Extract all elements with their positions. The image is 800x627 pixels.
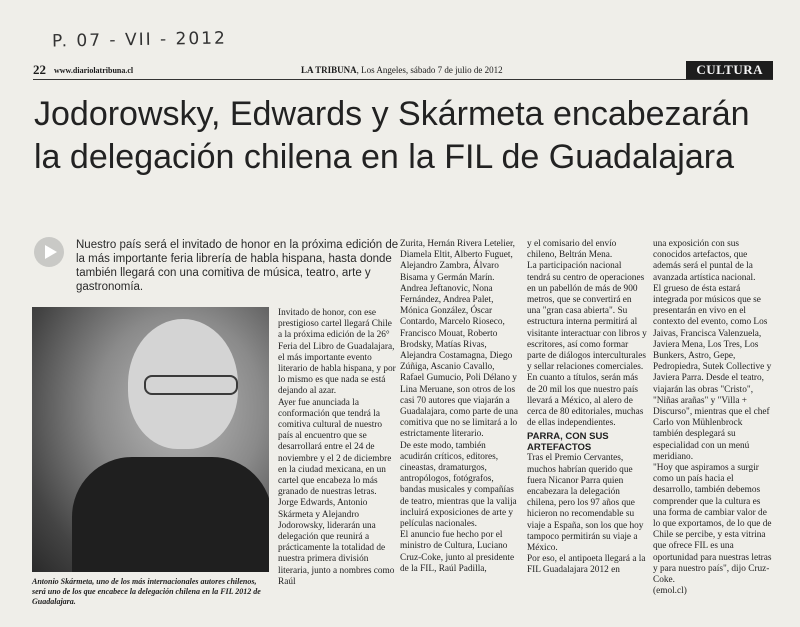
article-paragraph: De este modo, también acudirán críticos, editores, cineastas, dramaturgos, antropólogos, fotógrafos, bandas musicales y compañías de teatro, mientras que la valija incluirá exposiciones de arte y películas nacionales. (400, 440, 517, 530)
article-column-3 (527, 239, 647, 577)
article-column-2 (400, 239, 520, 575)
article-column-1 (278, 308, 398, 588)
article-paragraph: Ayer fue anunciada la conformación que tendrá la comitiva cultural de nuestro país al encuentro que se desarrollará entre el 24 de noviembre y el 2 de diciembre en la ciudad mexicana, en un cartel que encabeza lo más granado de nuestras letras. (278, 397, 392, 498)
article-paragraph: Andrea Jeftanovic, Nona Fernández, Andrea Palet, Mónica González, Óscar Contardo, Marcelo Rioseco, Francisco Mouat, Roberto Brodsky, Matías Rivas, Alejandra Costamagna, Diego Zúñiga, Ascanio Cavallo, Rafael Gumucio, Poli Délano y Lina Meruane, son otros de los casi 70 autores que viajarán a Guadalajara, como parte de una comitiva que no se limitará a lo estrictamente literario. (400, 283, 518, 440)
play-icon (34, 237, 64, 267)
article-paragraph: El anuncio fue hecho por el ministro de Cultura, Luciano Cruz-Coke, junto al presidente de la FIL, Raúl Padilla, (400, 530, 515, 574)
article-paragraph: Invitado de honor, con ese prestigioso cartel llegará Chile a la próxima edición de la 26° Feria del Libro de Guadalajara, el más importante evento literario de habla hispana, y por lo mismo es que nada se está dejando al azar. (278, 308, 396, 397)
page-number: 22 (33, 62, 46, 77)
photo-body-shape (72, 457, 269, 572)
folio-rule (33, 79, 773, 80)
article-paragraph: y el comisario del envío chileno, Beltrán Mena. (527, 239, 617, 261)
subheading: PARRA, CON SUS ARTEFACTOS (527, 431, 609, 454)
article-paragraph: una exposición con sus conocidos artefactos, que además será el puntal de la avanzada artística nacional. (653, 239, 756, 283)
lead-paragraph: Nuestro país será el invitado de honor en la próxima edición de la más importante feria librería de habla hispana, hasta donde también llegará con una comitiva de música, teatro, arte y gastronomía. (76, 239, 399, 293)
handwritten-date: P. 07 - VII - 2012 (51, 28, 228, 52)
portrait-photo (32, 307, 269, 572)
photo-glasses-shape (144, 375, 238, 395)
section-label: CULTURA (686, 61, 773, 79)
article-paragraph: Por eso, el antipoeta llegará a la FIL Guadalajara 2012 en (527, 554, 646, 576)
article-column-4 (653, 239, 773, 598)
date-text: , Los Angeles, sábado 7 de julio de 2012 (356, 65, 503, 75)
article-paragraph: El grueso de ésta estará integrada por músicos que se presentarán en vivo en el contexto del evento, como Los Jaivas, Francisca Valenzuela, Javiera Mena, Los Tres, Los Bunkers, Astro, Gepe, Pedropiedra, Sutek Collective y Javiera Parra. Desde el teatro, viajarán las obras "Cristo", "Niñas arañas" y "Villa + Discurso", mientras que el chef Carlo von Mühlenbrock también desplegará su especialidad con un menú meridiano. (653, 283, 772, 462)
folio-line (33, 62, 773, 78)
article-paragraph: Zurita, Hernán Rivera Letelier, Diamela Eltit, Alberto Fuguet, Alejandro Zambra, Álvaro Bisama y Germán Marín. (400, 239, 516, 283)
article-paragraph: En cuanto a títulos, serán más de 20 mil los que nuestro país llevará a México, al alero de cerca de 80 editoriales, muchas de ellas independientes. (527, 373, 644, 429)
article-paragraph: "Hoy que aspiramos a surgir como un país hacia el desarrollo, también debemos comprender que la cultura es una forma de cambiar valor de lo que exportamos, de lo que de Chile se percibe, y esta vitrina que ofrece FIL es una oportunidad para nuestras letras y para nuestro país", dijo Cruz-Coke. (653, 463, 772, 586)
website: www.diariolatribuna.cl (54, 65, 134, 75)
article-paragraph: (emol.cl) (653, 586, 687, 597)
headline: Jodorowsky, Edwards y Skármeta encabezarán la delegación chilena en la FIL de Guadalajara (34, 95, 750, 176)
article-paragraph: Tras el Premio Cervantes, muchos habrían querido que fuera Nicanor Parra quien encabezara la delegación chilena, pero los 97 años que hicieron no recomendable su viaje a España, son los que hoy tampoco permitirán su viaje a México. (527, 453, 644, 554)
date-line (301, 65, 503, 75)
article-paragraph: Jorge Edwards, Antonio Skármeta y Alejandro Jodorowsky, liderarán una delegación que reunirá a prácticamente la totalidad de nuestra primera división literaria, junto a nombres como Raúl (278, 498, 395, 587)
newspaper-name: LA TRIBUNA (301, 65, 357, 75)
photo-caption: Antonio Skármeta, uno de los más internacionales autores chilenos, será uno de los que encabece la delegación chilena en la FIL 2012 de Guadalajara. (32, 577, 261, 606)
article-paragraph: La participación nacional tendrá su centro de operaciones en un pabellón de más de 900 metros, que se convertirá en una "gran casa abierta". Su estructura interna permitirá al visitante interactuar con libros y escritores, así como formar parte de diálogos interculturales y sellar relaciones comerciales. (527, 261, 647, 373)
